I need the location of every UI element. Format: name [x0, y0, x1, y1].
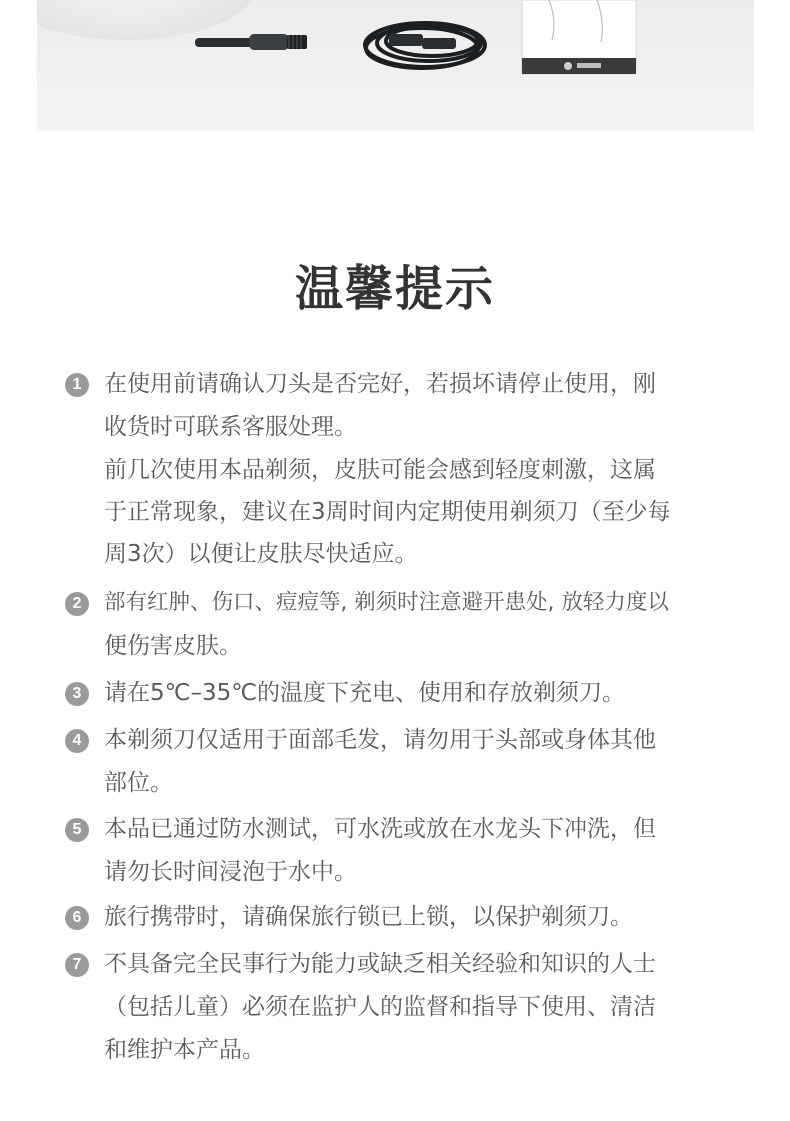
tip-6-line-1: 旅行携带时，请确保旅行锁已上锁，以保护剃须刀。: [104, 904, 633, 930]
tip-4-line-1: 本剃须刀仅适用于面部毛发，请勿用于头部或身体其他: [104, 727, 656, 753]
cleaning-brush-icon: [195, 34, 307, 50]
tip-number-badge: 3: [65, 682, 89, 706]
manual-booklet-icon: [522, 0, 636, 74]
tip-5-line-2: 请勿长时间浸泡于水中。: [104, 859, 357, 885]
tip-3-line-1: 请在5℃–35℃的温度下充电、使用和存放剃须刀。: [104, 680, 626, 706]
tip-1-line-5: 周3次）以便让皮肤尽快适应。: [104, 541, 418, 567]
tip-number-badge: 6: [65, 906, 89, 930]
tip-5-line-1: 本品已通过防水测试，可水洗或放在水龙头下冲洗，但: [104, 816, 656, 842]
tip-2-line-2: 便伤害皮肤。: [104, 633, 242, 659]
tip-1-line-4: 于正常现象，建议在3周时间内定期使用剃须刀（至少每: [104, 499, 671, 525]
accessories-photo: [37, 0, 754, 131]
tip-number-badge: 1: [65, 373, 89, 397]
accessories-illustration: [37, 0, 754, 131]
tip-4-line-2: 部位。: [104, 770, 173, 796]
charging-cable-icon: [365, 23, 485, 68]
page-title: 温馨提示: [294, 261, 495, 317]
tip-1-line-3: 前几次使用本品剃须，皮肤可能会感到轻度刺激，这属: [104, 457, 656, 483]
tip-2-line-1: 部有红肿、伤口、痘痘等, 剃须时注意避开患处, 放轻力度以: [104, 590, 669, 615]
tip-number-badge: 2: [65, 592, 89, 616]
tip-7-line-1: 不具备完全民事行为能力或缺乏相关经验和知识的人士: [104, 951, 656, 977]
tip-7-line-3: 和维护本产品。: [104, 1037, 265, 1063]
tip-number-badge: 4: [65, 729, 89, 753]
tip-1-line-1: 在使用前请确认刀头是否完好，若损坏请停止使用，刚: [104, 371, 656, 397]
tip-7-line-2: （包括儿童）必须在监护人的监督和指导下使用、清洁: [104, 994, 656, 1020]
tip-number-badge: 5: [65, 818, 89, 842]
tip-1-line-2: 收货时可联系客服处理。: [104, 414, 357, 440]
tip-number-badge: 7: [65, 953, 89, 977]
